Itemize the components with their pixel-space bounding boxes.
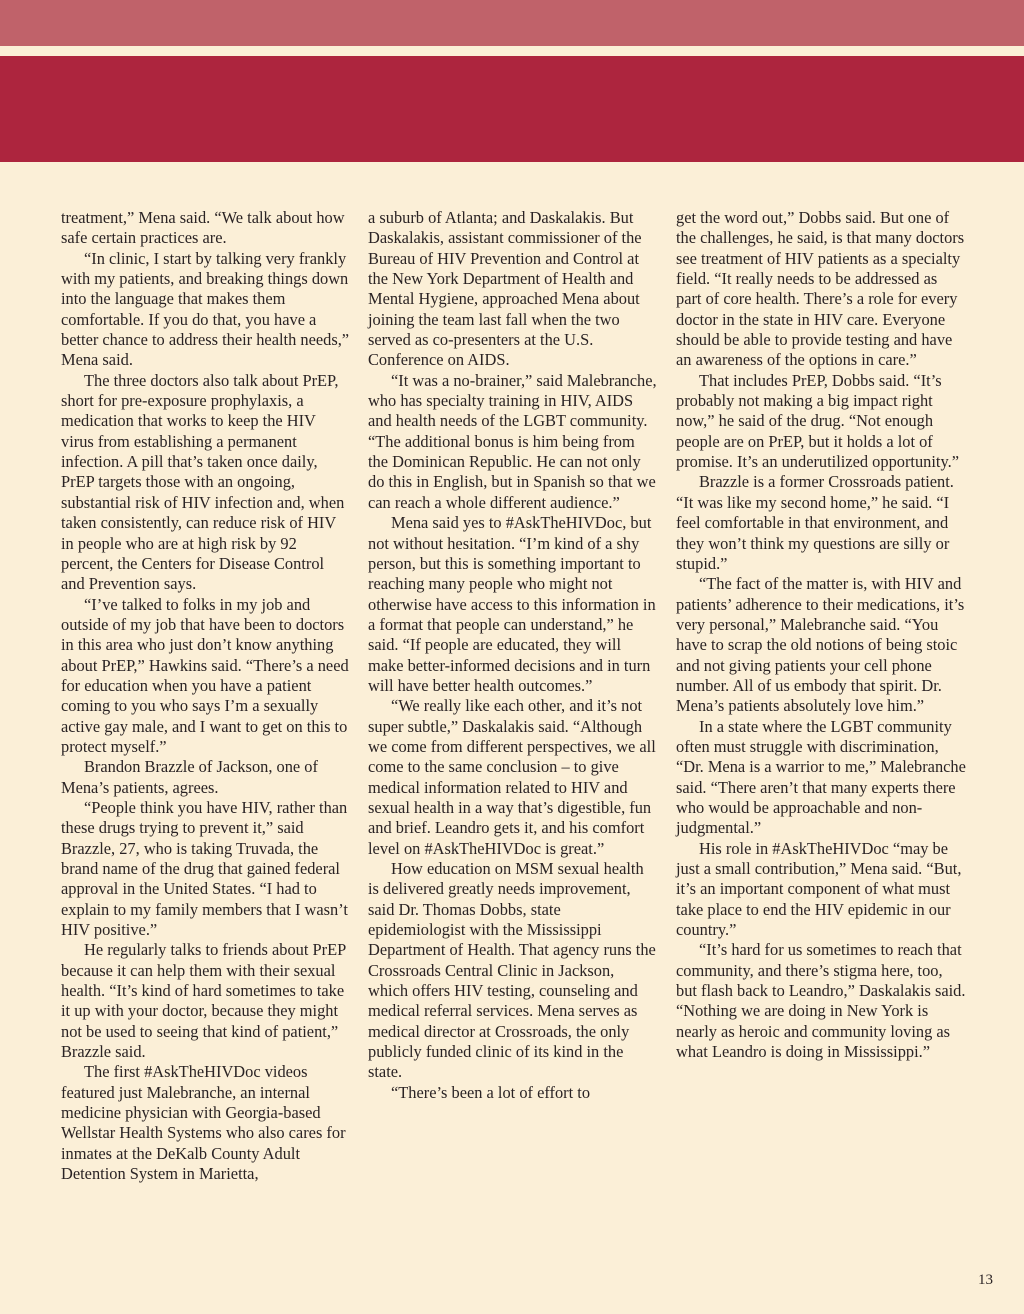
paragraph: “I’ve talked to folks in my job and outside of my job that have been to doctors in this area who just don’t know anything about PrEP,” Hawkins said. “There’s a need for education when you have a patient coming to you who says I’m a sexually active gay male, and I want to get on this to protect myself.” [61, 594, 349, 756]
paragraph: “It’s hard for us sometimes to reach that community, and there’s stigma here, too, but flash back to Leandro,” Daskalakis said. “Nothing we are doing in New York is nearly as heroic and community loving as what Leandro is doing in Mississippi.” [676, 940, 966, 1062]
paragraph: “People think you have HIV, rather than these drugs trying to prevent it,” said Brazzle, 27, who is taking Truvada, the brand name of the drug that gained federal approval in the United States. “I had to explain to my family members that I wasn’t HIV positive.” [61, 797, 348, 940]
paragraph: His role in #AskTheHIVDoc “may be just a small contribution,” Mena said. “But, it’s an important component of what must take place to end the HIV epidemic in our country.” [676, 838, 962, 940]
paragraph: He regularly talks to friends about PrEP because it can help them with their sexual health. “It’s kind of hard sometimes to take it up with your doctor, because they might not be used to seeing that kind of patient,” Brazzle said. [61, 940, 346, 1062]
paragraph: “It was a no-brainer,” said Malebranche, who has specialty training in HIV, AIDS and health needs of the LGBT community. “The additional bonus is him being from the Dominican Republic. He can not only do this in English, but in Spanish so that we can reach a whole different audience.” [368, 370, 657, 512]
paragraph: Brandon Brazzle of Jackson, one of Mena’s patients, agrees. [61, 757, 318, 797]
paragraph: “There’s been a lot of effort to [391, 1082, 591, 1102]
paragraph: Brazzle is a former Crossroads patient. “It was like my second home,” he said. “I feel comfortable in that environment, and they won’t think my questions are silly or stupid.” [676, 472, 954, 573]
paragraph: “In clinic, I start by talking very frankly with my patients, and breaking things down into the language that makes them comfortable. If you do that, you have a better chance to address their health needs,” Mena said. [61, 248, 350, 370]
paragraph: treatment,” Mena said. “We talk about how safe certain practices are. [61, 208, 345, 248]
page-number: 13 [978, 1272, 993, 1288]
article-column-3 [676, 208, 966, 1062]
paragraph: That includes PrEP, Dobbs said. “It’s probably not making a big impact right now,” he said of the drug. “Not enough people are on PrEP, but it holds a lot of promise. It’s an underutilized opportunity.” [676, 370, 959, 472]
header-band-top [0, 0, 1024, 46]
header-band-main [0, 56, 1024, 162]
article-column-1 [61, 208, 351, 1185]
paragraph: How education on MSM sexual health is delivered greatly needs improvement, said Dr. Thomas Dobbs, state epidemiologist with the Mississippi Department of Health. That agency runs the Crossroads Central Clinic in Jackson, which offers HIV testing, counseling and medical referral services. Mena serves as medical director at Crossroads, the only publicly funded clinic of its kind in the state. [368, 859, 656, 1082]
paragraph: a suburb of Atlanta; and Daskalakis. But Daskalakis, assistant commissioner of the Bureau of HIV Prevention and Control at the New York Department of Health and Mental Hygiene, approached Mena about joining the team last fall when the two served as co-presenters at the U.S. Conference on AIDS. [368, 208, 642, 370]
paragraph: get the word out,” Dobbs said. But one of the challenges, he said, is that many doctors see treatment of HIV patients as a specialty field. “It really needs to be addressed as part of core health. There’s a role for every doctor in the state in HIV care. Everyone should be able to provide testing and have an awareness of the options in care.” [676, 208, 965, 370]
article-column-2 [368, 208, 658, 1103]
paragraph: In a state where the LGBT community often must struggle with discrimination, “Dr. Mena is a warrior to me,” Malebranche said. “There aren’t that many experts there who would be approachable and non-judgmental.” [676, 716, 966, 838]
paragraph: “We really like each other, and it’s not super subtle,” Daskalakis said. “Although we come from different perspectives, we all come to the same conclusion – to give medical information related to HIV and sexual health in a way that’s digestible, fun and brief. Leandro gets it, and his comfort level on #AskTheHIVDoc is great.” [368, 696, 656, 858]
paragraph: “The fact of the matter is, with HIV and patients’ adherence to their medications, it’s very personal,” Malebranche said. “You have to scrap the old notions of being stoic and not giving patients your cell phone number. All of us embody that spirit. Dr. Mena’s patients absolutely love him.” [676, 574, 965, 716]
paragraph: Mena said yes to #AskTheHIVDoc, but not without hesitation. “I’m kind of a shy person, but this is something important to reaching many people who might not otherwise have access to this information in a format that people can understand,” he said. “If people are educated, they will make better-informed decisions and in turn will have better health outcomes.” [368, 513, 656, 695]
paragraph: The three doctors also talk about PrEP, short for pre-exposure prophylaxis, a medication that works to keep the HIV virus from establishing a permanent infection. A pill that’s taken once daily, PrEP targets those with an ongoing, substantial risk of HIV infection and, when taken consistently, can reduce risk of HIV in people who are at high risk by 92 percent, the Centers for Disease Control and Prevention says. [61, 370, 345, 594]
paragraph: The first #AskTheHIVDoc videos featured just Malebranche, an internal medicine physician with Georgia-based Wellstar Health Systems who also cares for inmates at the DeKalb County Adult Detention System in Marietta, [61, 1062, 346, 1184]
